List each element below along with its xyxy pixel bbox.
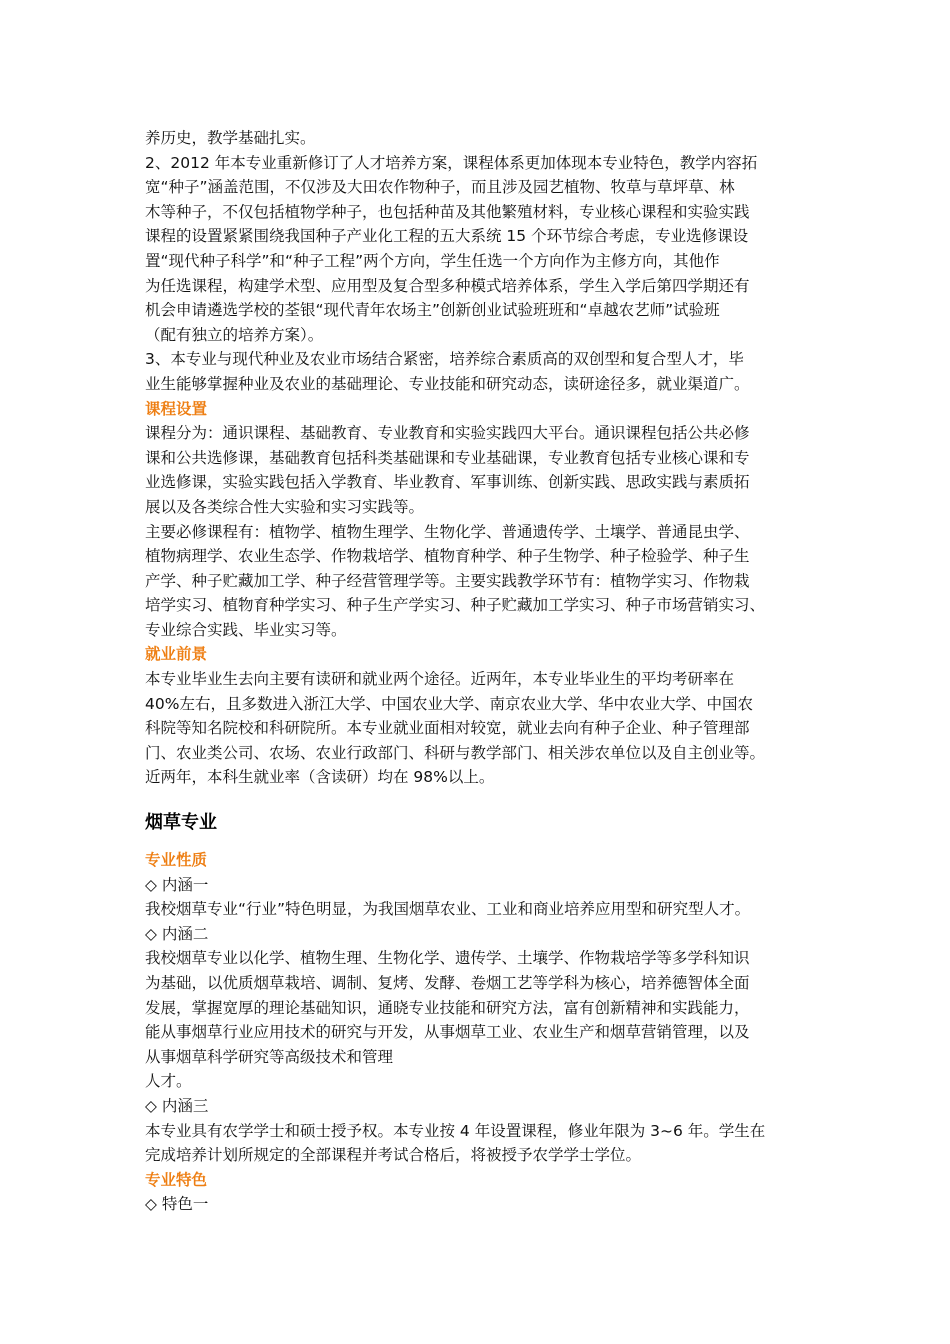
heading-career: 就业前景 xyxy=(145,645,208,664)
text-line: ◇ 内涵三 xyxy=(145,1096,209,1115)
text-line: 展以及各类综合性大实验和实习实践等。 xyxy=(145,497,425,516)
text-line: 科院等知名院校和科研院所。本专业就业面相对较宽，就业去向有种子企业、种子管理部 xyxy=(145,719,750,738)
heading-features: 专业特色 xyxy=(145,1170,208,1189)
text-line: 40%左右，且多数进入浙江大学、中国农业大学、南京农业大学、华中农业大学、中国农 xyxy=(145,694,753,713)
text-line: 置“现代种子科学”和“种子工程”两个方向，学生任选一个方向作为主修方向，其他作 xyxy=(145,251,720,270)
text-line: 我校烟草专业“行业”特色明显，为我国烟草农业、工业和商业培养应用型和研究型人才。 xyxy=(145,900,751,919)
heading-nature: 专业性质 xyxy=(145,851,208,869)
heading-curriculum: 课程设置 xyxy=(145,399,208,418)
text-line: 发展，掌握宽厚的理论基础知识，通晓专业技能和研究方法，富有创新精神和实践能力， xyxy=(145,998,750,1017)
text-line: 本专业具有农学学士和硕士授予权。本专业按 4 年设置课程，修业年限为 3~6 年。学生在 xyxy=(145,1121,766,1140)
text-line: 为基础，以优质烟草栽培、调制、复烤、发酵、卷烟工艺等学科为核心，培养德智体全面 xyxy=(145,973,750,992)
text-line: 近两年，本科生就业率（含读研）均在 98%以上。 xyxy=(145,768,495,787)
text-line: 能从事烟草行业应用技术的研究与开发，从事烟草工业、农业生产和烟草营销管理，以及 xyxy=(145,1023,750,1042)
text-line: 课程的设置紧紧围绕我国种子产业化工程的五大系统 15 个环节综合考虑，专业选修课设 xyxy=(145,227,749,246)
text-line: ◇ 特色一 xyxy=(145,1195,209,1214)
seed-features-paragraphs xyxy=(145,126,815,790)
tobacco-paragraphs xyxy=(145,848,815,1217)
text-line: 从事烟草科学研究等高级技术和管理 xyxy=(145,1047,394,1066)
text-line: 主要必修课程有：植物学、植物生理学、生物化学、普通遗传学、土壤学、普通昆虫学、 xyxy=(145,522,750,541)
text-line: 专业综合实践、毕业实习等。 xyxy=(145,620,347,639)
text-line: ◇ 内涵一 xyxy=(145,875,209,894)
text-line: 业生能够掌握种业及农业的基础理论、专业技能和研究动态，读研途径多，就业渠道广。 xyxy=(145,374,750,393)
text-line: 为任选课程，构建学术型、应用型及复合型多种模式培养体系，学生入学后第四学期还有 xyxy=(145,276,750,295)
text-line: 完成培养计划所规定的全部课程并考试合格后，将被授予农学学士学位。 xyxy=(145,1146,642,1165)
text-line: 木等种子，不仅包括植物学种子，也包括种苗及其他繁殖材料，专业核心课程和实验实践 xyxy=(145,202,750,221)
text-line: ◇ 内涵二 xyxy=(145,924,209,943)
text-line: 宽“种子”涵盖范围，不仅涉及大田农作物种子，而且涉及园艺植物、牧草与草坪草、林 xyxy=(145,178,735,197)
text-line: 机会申请遴选学校的荃银“现代青年农场主”创新创业试验班班和“卓越农艺师”试验班 xyxy=(145,301,720,320)
text-line: （配有独立的培养方案）。 xyxy=(145,325,324,344)
text-line: 2、2012 年本专业重新修订了人才培养方案，课程体系更加体现本专业特色，教学内容拓 xyxy=(145,153,758,172)
text-line: 人才。 xyxy=(145,1072,192,1091)
text-line: 产学、种子贮藏加工学、种子经营管理学等。主要实践教学环节有：植物学实习、作物栽 xyxy=(145,571,750,590)
text-line: 植物病理学、农业生态学、作物栽培学、植物育种学、种子生物学、种子检验学、种子生 xyxy=(145,547,750,566)
section-title-tobacco: 烟草专业 xyxy=(145,812,217,833)
text-line: 业选修课，实验实践包括入学教育、毕业教育、军事训练、创新实践、思政实践与素质拓 xyxy=(145,473,750,492)
text-line: 本专业毕业生去向主要有读研和就业两个途径。近两年，本专业毕业生的平均考研率在 xyxy=(145,670,735,689)
text-line: 门、农业类公司、农场、农业行政部门、科研与教学部门、相关涉农单位以及自主创业等。 xyxy=(145,743,766,762)
text-line: 养历史，教学基础扎实。 xyxy=(145,129,316,147)
text-line: 培学实习、植物育种学实习、种子生产学实习、种子贮藏加工学实习、种子市场营销实习、 xyxy=(145,596,766,615)
text-line: 3、本专业与现代种业及农业市场结合紧密，培养综合素质高的双创型和复合型人才，毕 xyxy=(145,350,744,369)
text-line: 课和公共选修课，基础教育包括科类基础课和专业基础课，专业教育包括专业核心课和专 xyxy=(145,448,750,467)
text-line: 课程分为：通识课程、基础教育、专业教育和实验实践四大平台。通识课程包括公共必修 xyxy=(145,424,750,443)
text-line: 我校烟草专业以化学、植物生理、生物化学、遗传学、土壤学、作物栽培学等多学科知识 xyxy=(145,949,750,968)
